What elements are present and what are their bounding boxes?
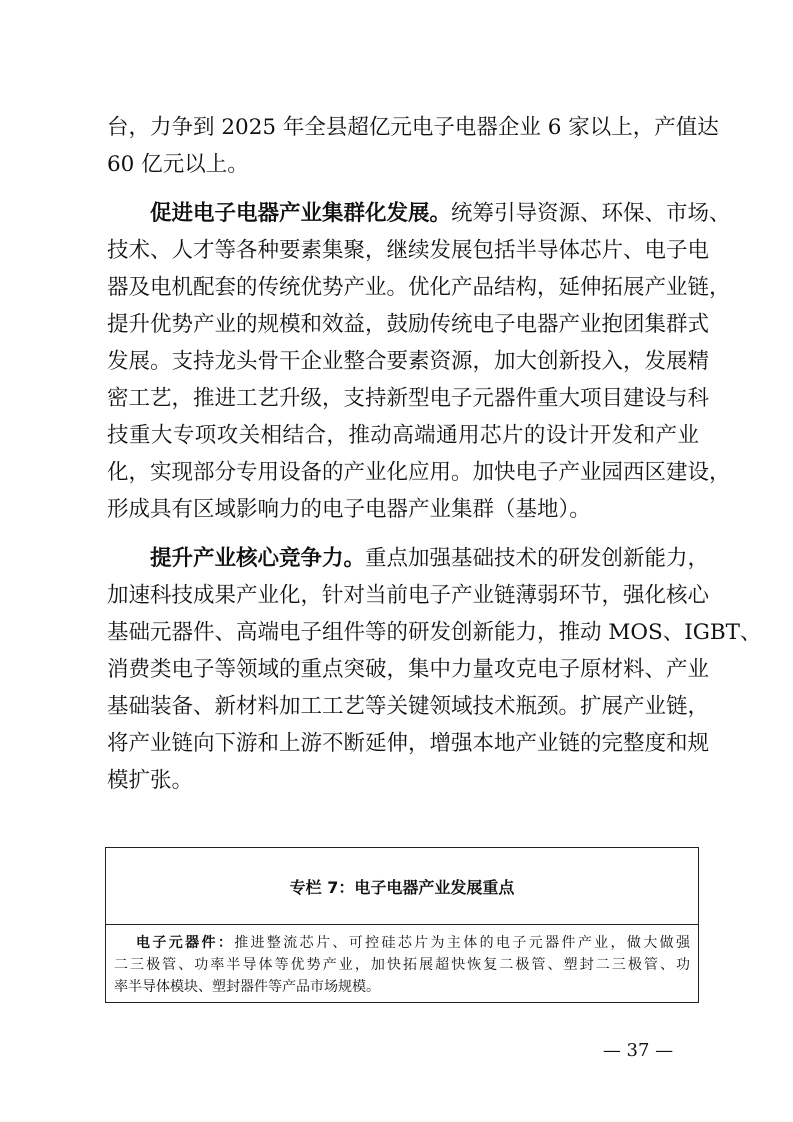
paragraph-line: 提升优势产业的规模和效益，鼓励传统电子电器产业抱团集群式 — [107, 312, 710, 337]
paragraph-line: 技术、人才等各种要素集聚，继续发展包括半导体芯片、电子电 — [107, 238, 710, 263]
paragraph-line — [150, 544, 710, 574]
column-box-label: 电子元器件： — [136, 935, 235, 951]
column-box — [105, 847, 699, 1003]
paragraph-line: 模扩张。 — [107, 768, 194, 793]
paragraph-line: 基础元器件、高端电子组件等的研发创新能力，推动 MOS、IGBT、 — [107, 620, 762, 645]
paragraph-line: 台，力争到 2025 年全县超亿元电子电器企业 6 家以上，产值达 — [107, 115, 719, 140]
paragraph-line: 化，实现部分专用设备的产业化应用。加快电子产业园西区建设， — [107, 460, 731, 485]
paragraph-line: 技重大专项攻关相结合，推动高端通用芯片的设计开发和产业 — [107, 423, 699, 448]
paragraph-line: 基础装备、新材料加工工艺等关键领域技术瓶颈。扩展产业链， — [107, 694, 710, 719]
column-box-line: 二三极管、功率半导体等优势产业，加快拓展超快恢复二极管、塑封二三极管、功 — [114, 957, 690, 973]
paragraph-line: 器及电机配套的传统优势产业。优化产品结构，延伸拓展产业链， — [107, 275, 731, 300]
section-heading: 促进电子电器产业集群化发展。 — [150, 201, 452, 226]
paragraph-line: 将产业链向下游和上游不断延伸，增强本地产业链的完整度和规 — [107, 731, 710, 756]
page-number: — 37 — — [602, 1040, 674, 1061]
paragraph-line: 形成具有区域影响力的电子电器产业集群（基地）。 — [107, 497, 591, 522]
paragraph-line: 发展。支持龙头骨干企业整合要素资源，加大创新投入，发展精 — [107, 349, 710, 374]
column-box-title: 专栏 7：电子电器产业发展重点 — [106, 848, 698, 925]
paragraph-text: 统筹引导资源、环保、市场、 — [451, 201, 731, 226]
paragraph-text: 重点加强基础技术的研发创新能力， — [365, 546, 710, 571]
paragraph-line: 密工艺，推进工艺升级，支持新型电子元器件重大项目建设与科 — [107, 386, 710, 411]
paragraph-line — [150, 199, 731, 229]
paragraph-line: 60 亿元以上。 — [107, 152, 249, 177]
column-box-line — [136, 932, 690, 954]
column-box-line: 率半导体模块、塑封器件等产品市场规模。 — [114, 979, 380, 995]
column-box-text: 推进整流芯片、可控硅芯片为主体的电子元器件产业，做大做强 — [234, 935, 691, 951]
paragraph-line: 加速科技成果产业化，针对当前电子产业链薄弱环节，强化核心 — [107, 583, 710, 608]
section-heading: 提升产业核心竞争力。 — [150, 546, 366, 571]
paragraph-line: 消费类电子等领域的重点突破，集中力量攻克电子原材料、产业 — [107, 657, 710, 682]
